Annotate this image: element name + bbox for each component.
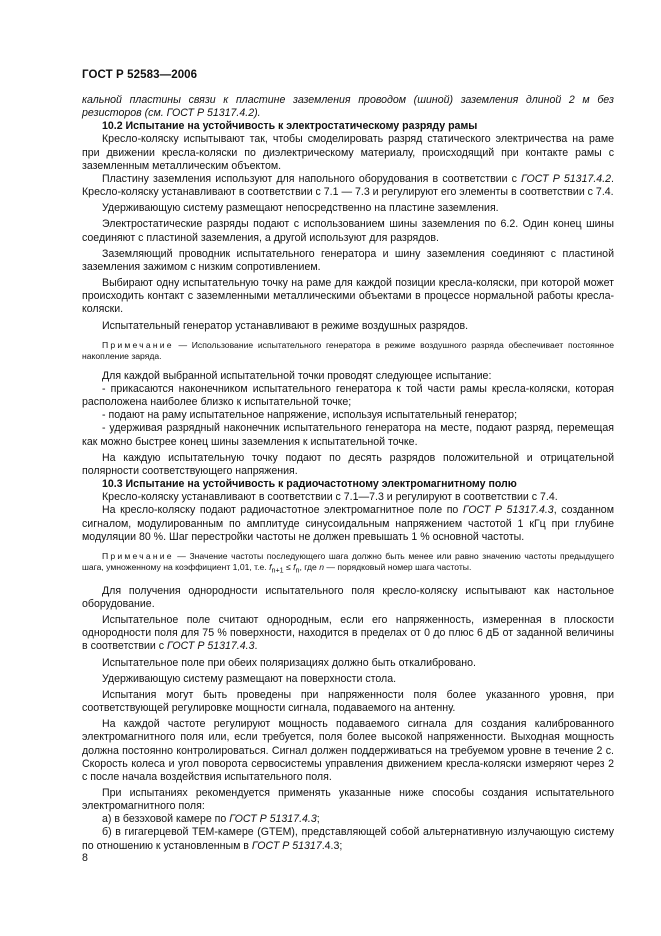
- list-item: - удерживая разрядный наконечник испытательного генератора на месте, подают разряд, перемещая как можно быстрее конец шины заземления к испытательной точке.: [82, 422, 614, 448]
- paragraph: При испытаниях рекомендуется применять указанные ниже способы создания испытательного электромагнитного поля:: [82, 786, 614, 813]
- standard-reference: ГОСТ Р 51317.4.3: [166, 640, 255, 653]
- document-header: ГОСТ Р 52583—2006: [82, 69, 198, 81]
- paragraph: Пластину заземления используют для напольного оборудования в соответствии с ГОСТ Р 51317.4.2. Кресло-коляску устанавливают в соответствии с 7.1 — 7.3 и регулируют его элементы в соответствии с 7.4.: [82, 172, 614, 199]
- section-heading-10-2: 10.2 Испытание на устойчивость к электростатическому разряду рамы: [102, 120, 478, 133]
- paragraph: На каждую испытательную точку подают по десять разрядов положительной и отрицательной полярности соответствующего напряжения.: [82, 451, 614, 477]
- document-body: [82, 94, 614, 853]
- note: Примечание — Использование испытательного генератора в режиме воздушного разряда обеспечивает постоянное накопление заряда.: [82, 339, 614, 362]
- paragraph: Для получения однородности испытательного поля кресло-коляску испытывают как настольное оборудование.: [82, 584, 614, 610]
- paragraph: Удерживающую систему размещают на поверхности стола.: [102, 672, 397, 685]
- standard-reference: ГОСТ Р 51317.4.3: [229, 813, 317, 826]
- note-label: Примечание: [102, 550, 174, 561]
- paragraph: Кресло-коляску испытывают так, чтобы смоделировать разряд статического электричества на раме при движении кресла-коляски по диэлектрическому материалу, происходящий при контакте рамы с заземленным металлическим объектом.: [82, 133, 614, 172]
- paragraph: Испытания могут быть проведены при напряженности поля более указанного уровня, при соответствующей регулировке мощности сигнала, подаваемого на антенну.: [82, 688, 614, 715]
- list-item: - подают на раму испытательное напряжение, используя испытательный генератор;: [102, 409, 518, 422]
- section-heading-10-3: 10.3 Испытание на устойчивость к радиочастотному электромагнитному полю: [102, 478, 517, 491]
- paragraph: Испытательное поле считают однородным, если его напряженность, измеренная в плоскости однородности поля для 75 % поверхности, находится в пределах от 0 до плюс 6 дБ от заданной величины в соответствии с ГОСТ Р 51317.4.3.: [82, 614, 614, 653]
- note: Примечание — Значение частоты последующего шага должно быть менее или равно значению частоты предыдущего шага, умноженному на коэффициент 1,01, т.е. $f_{n+1} \le f_n$, где n — порядковый номер шага частоты.: [82, 550, 614, 576]
- paragraph: На кресло-коляску подают радиочастотное электромагнитное поле по ГОСТ Р 51317.4.3, созданном сигналом, модулированным по амплитуде синусоидальным напряжением частотой 1 кГц при глубине модуляции 80 %. Шаг перестройки частоты не должен превышать 1 % основной частоты.: [82, 504, 614, 543]
- standard-reference: ГОСТ Р 51317.4.3: [462, 504, 554, 517]
- paragraph: На каждой частоте регулируют мощность подаваемого сигнала для создания калиброванного электромагнитного поля или, если требуется, поля более высокой напряженности. Выходная мощность должна постоянно контролироваться. Сигнал должен поддерживаться на требуемом уровне в течение 2 с. Скорость колеса и угол поворота сервосистемы управления движением кресла-коляски измеряют через 2 с после начала воздействия испытательного поля.: [82, 718, 614, 783]
- paragraph: Кресло-коляску устанавливают в соответствии с 7.1—7.3 и регулируют в соответствии с 7.4.: [102, 491, 558, 504]
- list-item: а) в безэховой камере по ГОСТ Р 51317.4.3;: [102, 813, 320, 826]
- standard-reference: ГОСТ Р 51317.4.2: [521, 172, 612, 185]
- paragraph: Заземляющий проводник испытательного генератора и шину заземления соединяют с пластиной заземления зажимом с низким сопротивлением.: [82, 247, 614, 273]
- list-item: б) в гигагерцевой ТЕМ-камере (GTEM), представляющей собой альтернативную излучающую систему по отношению к установленным в ГОСТ Р 51317.4.3;: [82, 826, 614, 852]
- paragraph: Испытательное поле при обеих поляризациях должно быть откалибровано.: [102, 656, 476, 669]
- paragraph: Электростатические разряды подают с использованием шины заземления по 6.2. Один конец шины соединяют с пластиной заземления, а другой используют для разрядов.: [82, 218, 614, 244]
- paragraph: Удерживающую систему размещают непосредственно на пластине заземления.: [102, 202, 499, 215]
- standard-reference: ГОСТ Р 51317: [251, 839, 322, 852]
- page-number: 8: [82, 852, 88, 864]
- list-item: - прикасаются наконечником испытательного генератора к той части рамы кресла-коляски, которая расположена наиболее близко к испытательной точке;: [82, 383, 614, 409]
- paragraph-continuation: кальной пластины связи к пластине заземления проводом (шиной) заземления длиной 2 м без резисторов (см. ГОСТ Р 51317.4.2).: [82, 94, 614, 120]
- paragraph: Для каждой выбранной испытательной точки проводят следующее испытание:: [102, 369, 492, 382]
- paragraph: Испытательный генератор устанавливают в режиме воздушных разрядов.: [102, 319, 469, 332]
- note-label: Примечание: [102, 339, 174, 350]
- paragraph: Выбирают одну испытательную точку на раме для каждой позиции кресла-коляски, при которой может происходить контакт с заземленными металлическими объектами в процессе нормальной работы кресла-коляски.: [82, 277, 614, 316]
